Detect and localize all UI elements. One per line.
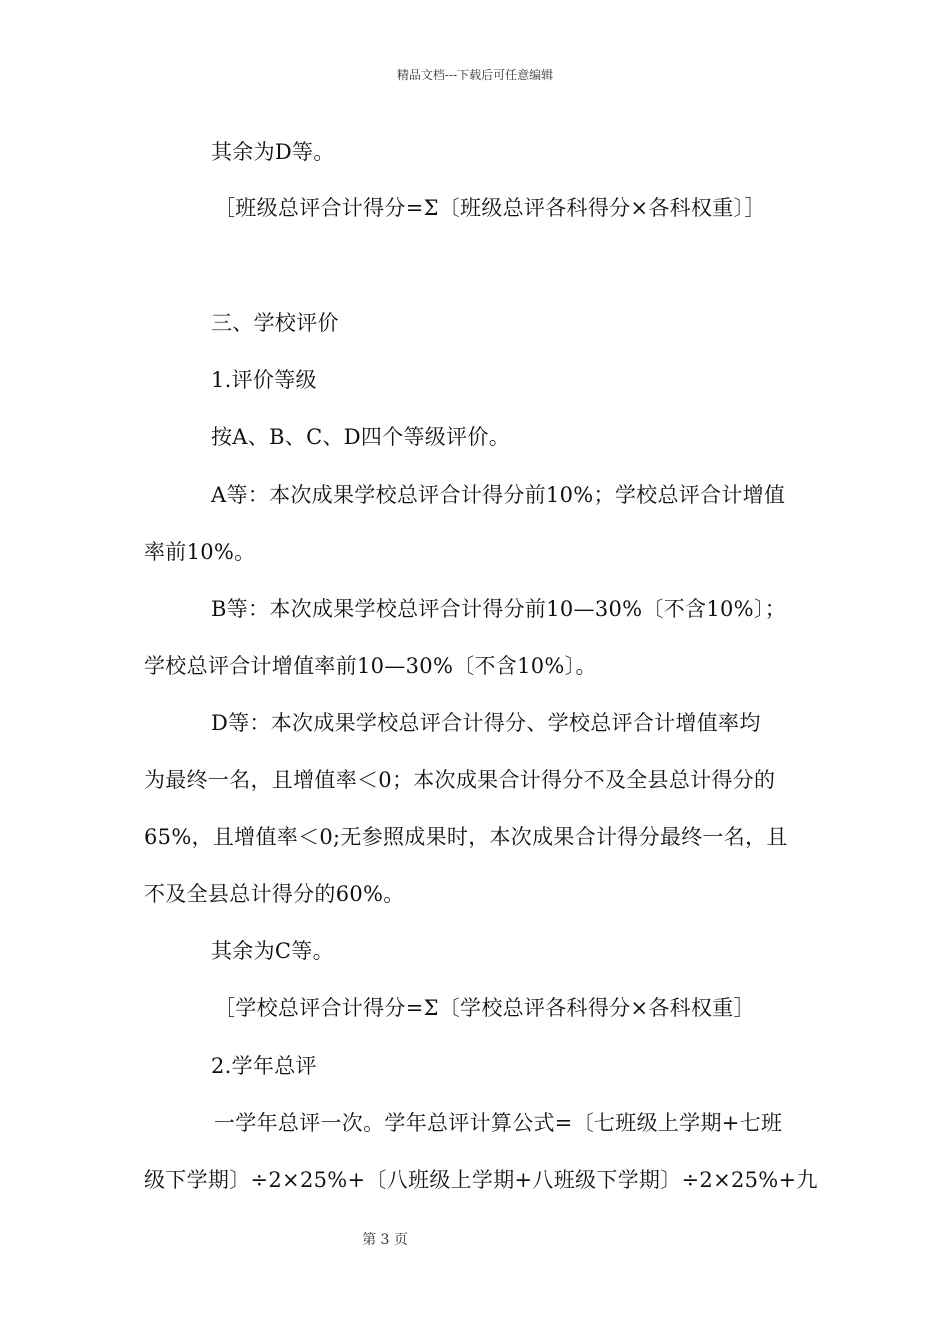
paragraph-line: 一学年总评一次。学年总评计算公式=〔七班级上学期+七班: [214, 1111, 783, 1135]
paragraph-line: 学校总评合计增值率前10—30%〔不含10%〕。: [144, 654, 597, 678]
paragraph-line: 为最终一名，且增值率＜0；本次成果合计得分不及全县总计得分的: [144, 768, 776, 792]
paragraph-line: 率前10%。: [144, 540, 256, 564]
subsection-heading: 2.学年总评: [211, 1054, 317, 1078]
paragraph-line: A等：本次成果学校总评合计得分前10%；学校总评合计增值: [211, 483, 786, 507]
paragraph-line: 65%，且增值率＜0;无参照成果时，本次成果合计得分最终一名，且: [144, 825, 788, 849]
page-number: 第 3 页: [362, 1232, 408, 1248]
paragraph-line: 不及全县总计得分的60%。: [144, 882, 405, 906]
section-heading: 三、学校评价: [211, 311, 339, 335]
paragraph-line: 其余为C等。: [211, 939, 334, 963]
paragraph-line: 其余为D等。: [211, 140, 335, 164]
page-header: 精品文档---下载后可任意编辑: [396, 68, 554, 82]
formula-line: ［班级总评合计得分=Σ〔班级总评各科得分×各科权重〕］: [214, 196, 766, 220]
paragraph-line: 按A、B、C、D四个等级评价。: [211, 425, 511, 449]
paragraph-line: 级下学期〕÷2×25%+〔八班级上学期+八班级下学期〕÷2×25%+九: [144, 1168, 818, 1192]
formula-line: ［学校总评合计得分=Σ〔学校总评各科得分×各科权重］: [214, 996, 755, 1020]
paragraph-line: D等：本次成果学校总评合计得分、学校总评合计增值率均: [211, 711, 761, 735]
subsection-heading: 1.评价等级: [211, 368, 317, 392]
paragraph-line: B等：本次成果学校总评合计得分前10—30%〔不含10%〕；: [211, 597, 787, 621]
